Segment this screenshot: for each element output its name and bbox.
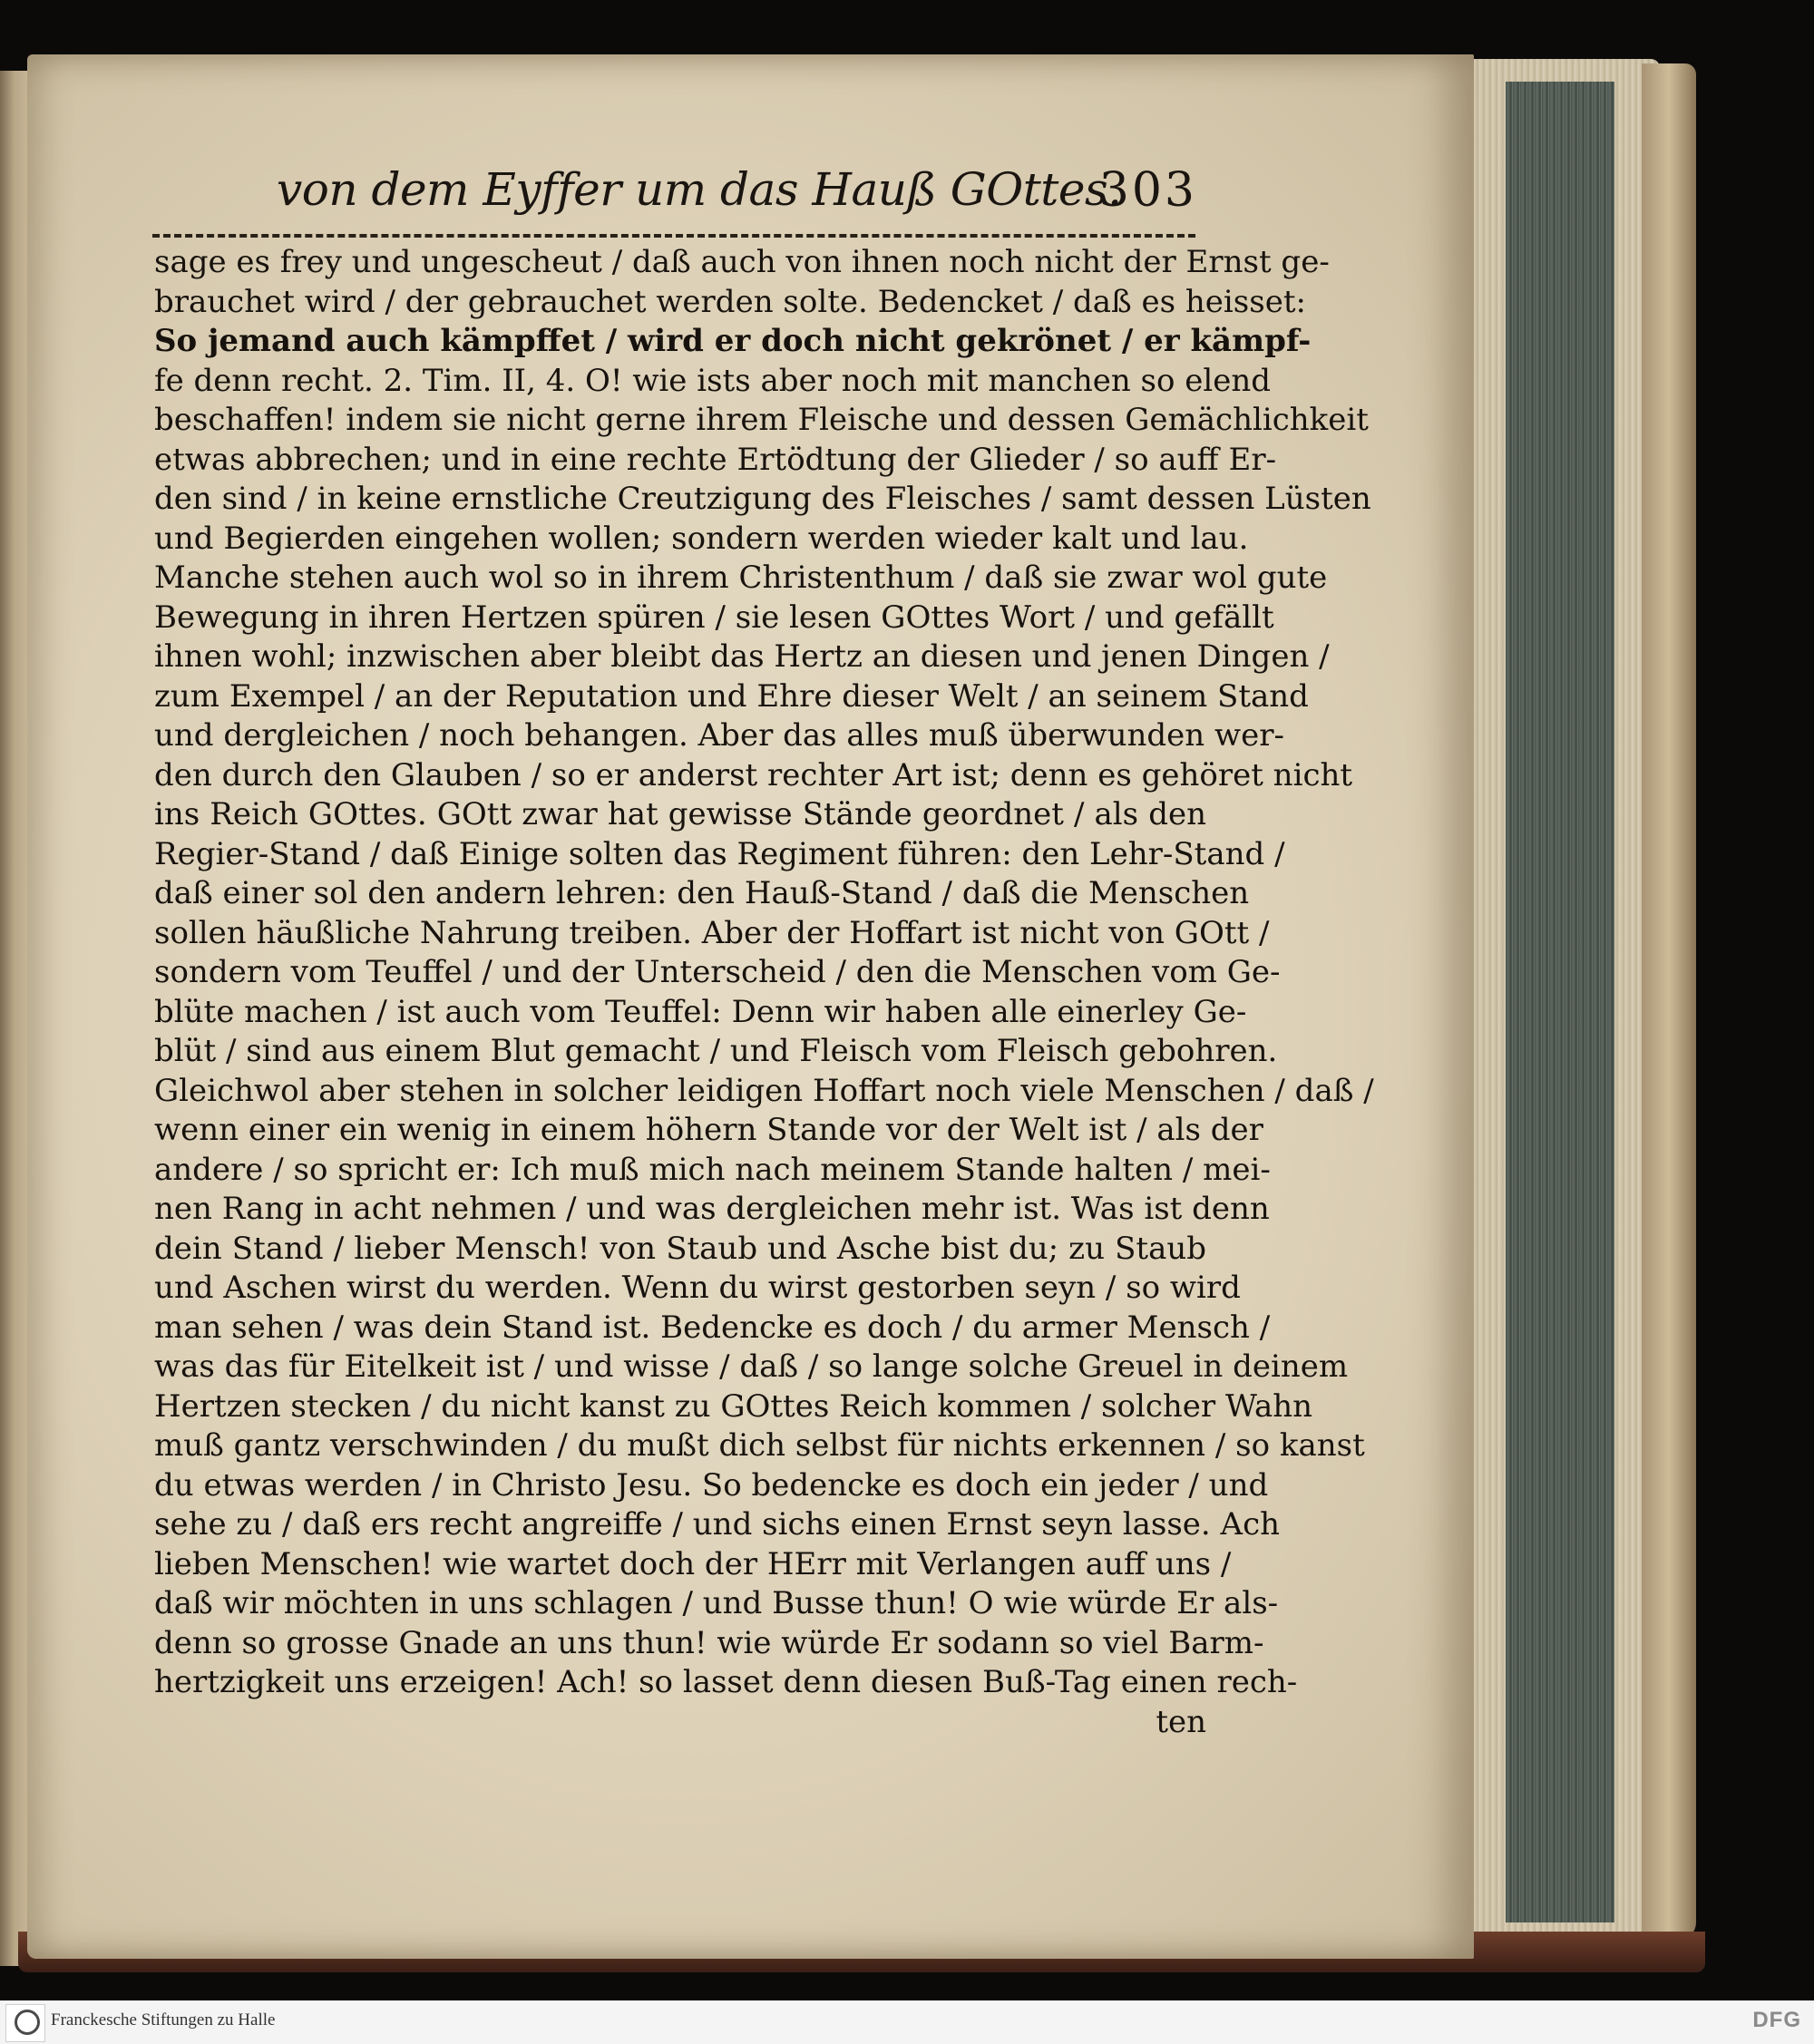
header-rule — [152, 234, 1195, 238]
text-line: den durch den Glauben / so er anderst rechter Art ist; denn es gehöret nicht — [154, 756, 1353, 793]
text-line: du etwas werden / in Christo Jesu. So bedencke es doch ein jeder / und — [154, 1466, 1269, 1504]
page-stack-shadow — [1506, 82, 1614, 1922]
body-text — [154, 243, 1374, 1742]
page-number: 303 — [1098, 163, 1197, 218]
text-line: hertzigkeit uns erzeigen! Ach! so lasset denn diesen Buß-Tag einen rech- — [154, 1664, 1298, 1700]
text-line: blüt / sind aus einem Blut gemacht / und Fleisch vom Fleisch gebohren. — [154, 1033, 1278, 1069]
text-line: ihnen wohl; inzwischen aber bleibt das Hertz an diesen und jenen Dingen / — [154, 638, 1330, 675]
book-cover-edge — [1642, 63, 1696, 1941]
text-line: den sind / in keine ernstliche Creutzigung des Fleisches / samt dessen Lüsten — [154, 481, 1371, 517]
page-header — [277, 163, 1197, 236]
running-head: von dem Eyffer um das Hauß GOttes. — [277, 163, 1122, 216]
text-line: denn so grosse Gnade an uns thun! wie würde Er sodann so viel Barm- — [154, 1624, 1264, 1661]
text-line: zum Exempel / an der Reputation und Ehre dieser Welt / an seinem Stand — [154, 677, 1309, 715]
text-line: Gleichwol aber stehen in solcher leidigen Hoffart noch viele Menschen / daß / — [154, 1072, 1374, 1109]
text-line: Bewegung in ihren Hertzen spüren / sie lesen GOttes Wort / und gefällt — [154, 599, 1274, 636]
text-line: brauchet wird / der gebrauchet werden solte. Bedencket / daß es heisset: — [154, 283, 1306, 320]
text-line: lieben Menschen! wie wartet doch der HErr mit Verlangen auff uns / — [154, 1545, 1232, 1582]
dfg-logo[interactable]: DFG — [1752, 2008, 1801, 2032]
text-line: Hertzen stecken / du nicht kanst zu GOttes Reich kommen / solcher Wahn — [154, 1387, 1313, 1425]
logo-mark-icon — [15, 2010, 40, 2035]
text-line: daß einer sol den andern lehren: den Hauß-Stand / daß die Menschen — [154, 875, 1250, 911]
text-line: fe denn recht. 2. Tim. II, 4. O! wie ists aber noch mit manchen so elend — [154, 362, 1272, 399]
institution-name[interactable]: Franckesche Stiftungen zu Halle — [51, 2010, 276, 2029]
text-line: daß wir möchten in uns schlagen / und Busse thun! O wie würde Er als- — [154, 1585, 1279, 1621]
text-line: blüte machen / ist auch vom Teuffel: Denn wir haben alle einerley Ge- — [154, 993, 1247, 1030]
text-line-emphasis: So jemand auch kämpffet / wird er doch nicht gekrönet / er kämpf- — [154, 323, 1312, 359]
text-line: und Begierden eingehen wollen; sondern werden wieder kalt und lau. — [154, 520, 1249, 557]
text-line: und dergleichen / noch behangen. Aber das alles muß überwunden wer- — [154, 717, 1284, 754]
text-line: nen Rang in acht nehmen / und was dergleichen mehr ist. Was ist denn — [154, 1191, 1270, 1227]
text-line: muß gantz verschwinden / du mußt dich selbst für nichts erkennen / so kanst — [154, 1427, 1365, 1464]
text-line: man sehen / was dein Stand ist. Bedencke es doch / du armer Mensch / — [154, 1309, 1271, 1346]
text-line: sondern vom Teuffel / und der Unterscheid / den die Menschen vom Ge- — [154, 954, 1281, 990]
catchword: ten — [1156, 1703, 1206, 1740]
text-line: etwas abbrechen; und in eine rechte Ertödtung der Glieder / so auff Er- — [154, 441, 1277, 478]
text-line: sage es frey und ungescheut / daß auch von ihnen noch nicht der Ernst ge- — [154, 244, 1330, 280]
text-line: was das für Eitelkeit ist / und wisse / daß / so lange solche Greuel in deinem — [154, 1348, 1349, 1385]
text-line: Regier-Stand / daß Einige solten das Regiment führen: den Lehr-Stand / — [154, 835, 1285, 872]
text-line: sehe zu / daß ers recht angreiffe / und sichs einen Ernst seyn lasse. Ach — [154, 1506, 1281, 1543]
institution-logo-icon[interactable] — [5, 2004, 45, 2042]
text-line: Manche stehen auch wol so in ihrem Christenthum / daß sie zwar wol gute — [154, 560, 1328, 596]
footer-bar — [0, 2000, 1814, 2044]
text-line: ins Reich GOttes. GOtt zwar hat gewisse Stände geordnet / als den — [154, 796, 1206, 832]
text-line: wenn einer ein wenig in einem höhern Stande vor der Welt ist / als der — [154, 1112, 1263, 1148]
text-line: sollen häußliche Nahrung treiben. Aber der Hoffart ist nicht von GOtt / — [154, 914, 1270, 951]
text-line: andere / so spricht er: Ich muß mich nach meinem Stande halten / mei- — [154, 1151, 1271, 1188]
text-line: beschaffen! indem sie nicht gerne ihrem Fleische und dessen Gemächlichkeit — [154, 402, 1369, 438]
text-line: und Aschen wirst du werden. Wenn du wirst gestorben seyn / so wird — [154, 1270, 1241, 1306]
text-line: dein Stand / lieber Mensch! von Staub und Asche bist du; zu Staub — [154, 1230, 1206, 1267]
